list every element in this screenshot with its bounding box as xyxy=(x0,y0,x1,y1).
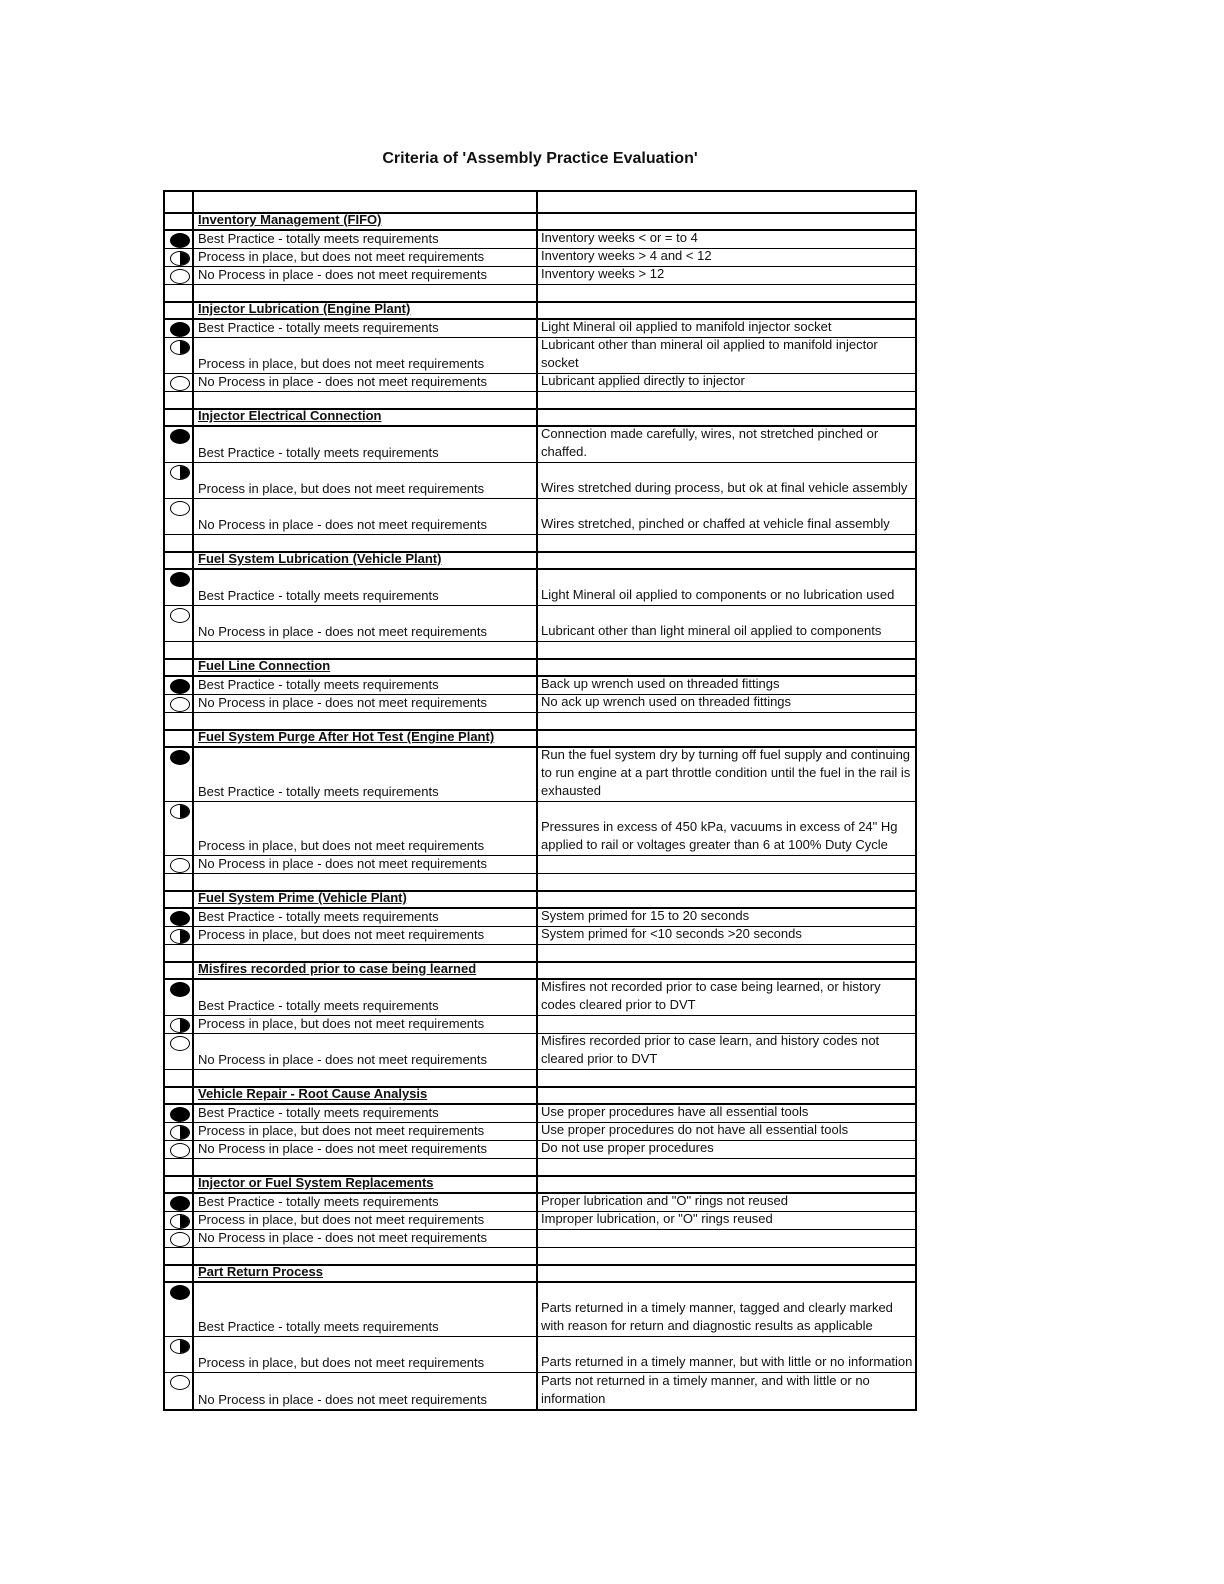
criteria-description: Improper lubrication, or "O" rings reused xyxy=(541,1211,773,1226)
section-header-row xyxy=(165,553,915,570)
rating-cell xyxy=(165,463,194,498)
rating-cell xyxy=(165,338,194,373)
description-cell xyxy=(538,1177,915,1192)
full-circle-icon xyxy=(170,1196,190,1211)
rating-cell xyxy=(165,1177,194,1192)
criteria-table xyxy=(163,190,917,1411)
rating-cell xyxy=(165,1248,194,1264)
criteria-row xyxy=(165,1141,915,1159)
level-label: Best Practice - totally meets requirements xyxy=(198,909,439,924)
empty-cell xyxy=(194,874,538,890)
description-cell xyxy=(538,374,915,391)
rating-cell xyxy=(165,392,194,408)
rating-cell xyxy=(165,713,194,729)
empty-cell xyxy=(194,192,538,212)
level-cell xyxy=(194,802,538,855)
empty-cell xyxy=(194,945,538,961)
rating-cell xyxy=(165,909,194,926)
level-label: No Process in place - does not meet requirements xyxy=(198,1392,488,1407)
section-title: Fuel System Purge After Hot Test (Engine Plant) xyxy=(198,729,495,744)
rating-cell xyxy=(165,892,194,907)
page-title: Criteria of 'Assembly Practice Evaluation' xyxy=(382,150,698,167)
criteria-description: Misfires recorded prior to case learn, and history codes not cleared prior to DVT xyxy=(541,1033,880,1066)
section-header-row xyxy=(165,214,915,231)
half-circle-icon xyxy=(170,1214,190,1229)
criteria-description: Misfires not recorded prior to case being learned, or history codes cleared prior to DVT xyxy=(541,979,881,1012)
criteria-row xyxy=(165,499,915,535)
description-cell xyxy=(538,909,915,926)
section-title-cell xyxy=(194,731,538,746)
criteria-row xyxy=(165,231,915,249)
level-cell xyxy=(194,980,538,1015)
half-circle-icon xyxy=(170,1125,190,1140)
empty-circle-icon xyxy=(170,269,190,284)
rating-cell xyxy=(165,731,194,746)
criteria-description: Parts not returned in a timely manner, and with little or no information xyxy=(541,1373,870,1406)
criteria-row xyxy=(165,1373,915,1409)
level-cell xyxy=(194,231,538,248)
rating-cell xyxy=(165,303,194,318)
rating-cell xyxy=(165,1016,194,1033)
description-cell xyxy=(538,231,915,248)
level-label: Best Practice - totally meets requirements xyxy=(198,231,439,246)
section-title-cell xyxy=(194,963,538,978)
criteria-description: Lubricant other than mineral oil applied to manifold injector socket xyxy=(541,337,878,370)
empty-cell xyxy=(538,642,915,658)
rating-cell xyxy=(165,642,194,658)
description-cell xyxy=(538,499,915,534)
level-cell xyxy=(194,1194,538,1211)
full-circle-icon xyxy=(170,322,190,337)
rating-cell xyxy=(165,1159,194,1175)
criteria-row xyxy=(165,1034,915,1070)
level-label: No Process in place - does not meet requirements xyxy=(198,695,488,710)
section-title: Injector Electrical Connection xyxy=(198,408,382,423)
full-circle-icon xyxy=(170,679,190,694)
criteria-description: Light Mineral oil applied to components or no lubrication used xyxy=(541,587,895,602)
description-cell xyxy=(538,731,915,746)
description-cell xyxy=(538,677,915,694)
section-title: Injector Lubrication (Engine Plant) xyxy=(198,301,411,316)
criteria-description: Light Mineral oil applied to manifold injector socket xyxy=(541,319,832,334)
empty-circle-icon xyxy=(170,1232,190,1247)
level-cell xyxy=(194,427,538,462)
criteria-row xyxy=(165,748,915,802)
level-label: Process in place, but does not meet requirements xyxy=(198,1016,485,1031)
criteria-row xyxy=(165,427,915,463)
rating-cell xyxy=(165,1266,194,1281)
rating-cell xyxy=(165,927,194,944)
description-cell xyxy=(538,410,915,425)
criteria-description: Inventory weeks > 12 xyxy=(541,266,665,281)
description-cell xyxy=(538,748,915,801)
criteria-description: Pressures in excess of 450 kPa, vacuums in excess of 24" Hg applied to rail or voltages greater than 6 at 100% Duty Cycle xyxy=(541,819,898,852)
rating-cell xyxy=(165,677,194,694)
level-cell xyxy=(194,677,538,694)
rating-cell xyxy=(165,285,194,301)
level-cell xyxy=(194,1016,538,1033)
level-label: Best Practice - totally meets requirements xyxy=(198,998,439,1013)
empty-cell xyxy=(194,535,538,551)
level-label: Best Practice - totally meets requirements xyxy=(198,1105,439,1120)
criteria-description: Inventory weeks < or = to 4 xyxy=(541,230,698,245)
empty-circle-icon xyxy=(170,1375,190,1390)
level-label: Process in place, but does not meet requirements xyxy=(198,1355,485,1370)
criteria-description: Do not use proper procedures xyxy=(541,1140,714,1155)
empty-cell xyxy=(538,1159,915,1175)
rating-cell xyxy=(165,980,194,1015)
level-label: No Process in place - does not meet requirements xyxy=(198,1230,488,1245)
level-cell xyxy=(194,338,538,373)
level-cell xyxy=(194,1283,538,1336)
rating-cell xyxy=(165,945,194,961)
half-circle-icon xyxy=(170,804,190,819)
full-circle-icon xyxy=(170,1107,190,1122)
description-cell xyxy=(538,1194,915,1211)
section-title: Part Return Process xyxy=(198,1264,323,1279)
criteria-description: Lubricant applied directly to injector xyxy=(541,373,745,388)
rating-cell xyxy=(165,499,194,534)
rating-cell xyxy=(165,606,194,641)
half-circle-icon xyxy=(170,929,190,944)
rating-cell xyxy=(165,1337,194,1372)
criteria-description: Use proper procedures have all essential tools xyxy=(541,1104,809,1119)
level-label: No Process in place - does not meet requirements xyxy=(198,1141,488,1156)
level-label: Process in place, but does not meet requirements xyxy=(198,481,485,496)
half-circle-icon xyxy=(170,465,190,480)
level-cell xyxy=(194,1373,538,1409)
criteria-description: Wires stretched during process, but ok at final vehicle assembly xyxy=(541,480,908,495)
half-circle-icon xyxy=(170,1018,190,1033)
empty-cell xyxy=(194,713,538,729)
rating-cell xyxy=(165,660,194,675)
empty-cell xyxy=(194,1159,538,1175)
rating-cell xyxy=(165,963,194,978)
section-title: Misfires recorded prior to case being learned xyxy=(198,961,477,976)
criteria-description: Use proper procedures do not have all essential tools xyxy=(541,1122,849,1137)
full-circle-icon xyxy=(170,982,190,997)
description-cell xyxy=(538,570,915,605)
level-label: No Process in place - does not meet requirements xyxy=(198,856,488,871)
criteria-row xyxy=(165,695,915,713)
empty-cell xyxy=(538,1070,915,1086)
description-cell xyxy=(538,463,915,498)
criteria-row xyxy=(165,1283,915,1337)
description-cell xyxy=(538,553,915,568)
section-title-cell xyxy=(194,1177,538,1192)
description-cell xyxy=(538,1016,915,1033)
full-circle-icon xyxy=(170,750,190,765)
criteria-row xyxy=(165,463,915,499)
level-label: Best Practice - totally meets requirements xyxy=(198,1319,439,1334)
level-cell xyxy=(194,499,538,534)
full-circle-icon xyxy=(170,233,190,248)
rating-cell xyxy=(165,192,194,212)
criteria-description: Run the fuel system dry by turning off fuel supply and continuing to run engine at a part throttle condition until the fuel in the rail is exhausted xyxy=(541,747,911,798)
full-circle-icon xyxy=(170,572,190,587)
rating-cell xyxy=(165,1088,194,1103)
level-cell xyxy=(194,320,538,337)
description-cell xyxy=(538,606,915,641)
section-title-cell xyxy=(194,303,538,318)
description-cell xyxy=(538,1088,915,1103)
level-label: Best Practice - totally meets requirements xyxy=(198,1194,439,1209)
level-label: Process in place, but does not meet requirements xyxy=(198,838,485,853)
section-title: Fuel System Prime (Vehicle Plant) xyxy=(198,890,407,905)
level-cell xyxy=(194,1141,538,1158)
empty-cell xyxy=(538,535,915,551)
description-cell xyxy=(538,249,915,266)
empty-cell xyxy=(538,945,915,961)
empty-circle-icon xyxy=(170,1143,190,1158)
level-cell xyxy=(194,1337,538,1372)
rating-cell xyxy=(165,802,194,855)
level-cell xyxy=(194,856,538,873)
rating-cell xyxy=(165,214,194,229)
rating-cell xyxy=(165,1373,194,1409)
empty-circle-icon xyxy=(170,1036,190,1051)
criteria-row xyxy=(165,338,915,374)
rating-cell xyxy=(165,1105,194,1122)
rating-cell xyxy=(165,570,194,605)
rating-cell xyxy=(165,374,194,391)
section-title-cell xyxy=(194,410,538,425)
empty-cell xyxy=(194,1070,538,1086)
rating-cell xyxy=(165,320,194,337)
rating-cell xyxy=(165,1070,194,1086)
empty-cell xyxy=(194,285,538,301)
criteria-row xyxy=(165,1194,915,1212)
level-cell xyxy=(194,1230,538,1247)
level-cell xyxy=(194,927,538,944)
rating-cell xyxy=(165,1230,194,1247)
level-label: Process in place, but does not meet requirements xyxy=(198,1123,485,1138)
rating-cell xyxy=(165,1212,194,1229)
rating-cell xyxy=(165,231,194,248)
empty-cell xyxy=(538,392,915,408)
level-cell xyxy=(194,1034,538,1069)
empty-circle-icon xyxy=(170,376,190,391)
criteria-row xyxy=(165,249,915,267)
rating-cell xyxy=(165,1194,194,1211)
empty-cell xyxy=(538,192,915,212)
empty-circle-icon xyxy=(170,697,190,712)
description-cell xyxy=(538,303,915,318)
section-title: Vehicle Repair - Root Cause Analysis xyxy=(198,1086,428,1101)
criteria-row xyxy=(165,677,915,695)
criteria-description: Parts returned in a timely manner, tagged and clearly marked with reason for return and diagnostic results as applicable xyxy=(541,1300,893,1333)
half-circle-icon xyxy=(170,340,190,355)
criteria-row xyxy=(165,802,915,856)
criteria-row xyxy=(165,1123,915,1141)
description-cell xyxy=(538,695,915,712)
section-header-row xyxy=(165,892,915,909)
section-title-cell xyxy=(194,1088,538,1103)
criteria-description: Wires stretched, pinched or chaffed at vehicle final assembly xyxy=(541,516,890,531)
level-cell xyxy=(194,374,538,391)
section-header-row xyxy=(165,660,915,677)
description-cell xyxy=(538,1337,915,1372)
full-circle-icon xyxy=(170,1285,190,1300)
section-title-cell xyxy=(194,1266,538,1281)
criteria-description: Proper lubrication and "O" rings not reused xyxy=(541,1193,788,1208)
description-cell xyxy=(538,856,915,873)
section-title: Fuel System Lubrication (Vehicle Plant) xyxy=(198,551,442,566)
description-cell xyxy=(538,427,915,462)
description-cell xyxy=(538,1212,915,1229)
rating-cell xyxy=(165,427,194,462)
level-label: Process in place, but does not meet requirements xyxy=(198,249,485,264)
level-cell xyxy=(194,1105,538,1122)
level-cell xyxy=(194,909,538,926)
empty-cell xyxy=(194,1248,538,1264)
section-header-row xyxy=(165,1266,915,1283)
criteria-row xyxy=(165,927,915,945)
criteria-row xyxy=(165,909,915,927)
description-cell xyxy=(538,1034,915,1069)
description-cell xyxy=(538,1266,915,1281)
level-label: No Process in place - does not meet requirements xyxy=(198,1052,488,1067)
description-cell xyxy=(538,1141,915,1158)
section-title: Fuel Line Connection xyxy=(198,658,331,673)
description-cell xyxy=(538,267,915,284)
criteria-description: Back up wrench used on threaded fittings xyxy=(541,676,780,691)
criteria-row xyxy=(165,1337,915,1373)
rating-cell xyxy=(165,410,194,425)
rating-cell xyxy=(165,856,194,873)
description-cell xyxy=(538,963,915,978)
section-title: Inventory Management (FIFO) xyxy=(198,212,382,227)
level-label: Best Practice - totally meets requirements xyxy=(198,445,439,460)
criteria-description: Connection made carefully, wires, not stretched pinched or chaffed. xyxy=(541,426,879,459)
full-circle-icon xyxy=(170,911,190,926)
rating-cell xyxy=(165,1123,194,1140)
description-cell xyxy=(538,980,915,1015)
empty-cell xyxy=(194,642,538,658)
level-label: Process in place, but does not meet requirements xyxy=(198,356,485,371)
description-cell xyxy=(538,1373,915,1409)
rating-cell xyxy=(165,249,194,266)
criteria-row xyxy=(165,1212,915,1230)
rating-cell xyxy=(165,1283,194,1336)
empty-circle-icon xyxy=(170,608,190,623)
criteria-description: Lubricant other than light mineral oil applied to components xyxy=(541,623,882,638)
level-cell xyxy=(194,695,538,712)
section-title-cell xyxy=(194,660,538,675)
level-cell xyxy=(194,463,538,498)
level-label: No Process in place - does not meet requirements xyxy=(198,374,488,389)
rating-cell xyxy=(165,1141,194,1158)
rating-cell xyxy=(165,267,194,284)
criteria-description: System primed for 15 to 20 seconds xyxy=(541,908,750,923)
rating-cell xyxy=(165,1034,194,1069)
description-cell xyxy=(538,927,915,944)
empty-circle-icon xyxy=(170,858,190,873)
section-title-cell xyxy=(194,892,538,907)
criteria-row xyxy=(165,980,915,1016)
empty-cell xyxy=(538,713,915,729)
criteria-description: System primed for <10 seconds >20 seconds xyxy=(541,926,802,941)
criteria-description: Inventory weeks > 4 and < 12 xyxy=(541,248,712,263)
criteria-row xyxy=(165,856,915,874)
description-cell xyxy=(538,1105,915,1122)
level-label: No Process in place - does not meet requirements xyxy=(198,517,488,532)
level-label: No Process in place - does not meet requirements xyxy=(198,624,488,639)
level-label: Process in place, but does not meet requirements xyxy=(198,927,485,942)
description-cell xyxy=(538,892,915,907)
description-cell xyxy=(538,338,915,373)
criteria-row xyxy=(165,1230,915,1248)
empty-cell xyxy=(538,1248,915,1264)
description-cell xyxy=(538,1283,915,1336)
rating-cell xyxy=(165,748,194,801)
level-cell xyxy=(194,1123,538,1140)
rating-cell xyxy=(165,695,194,712)
level-label: Best Practice - totally meets requirements xyxy=(198,320,439,335)
level-cell xyxy=(194,249,538,266)
level-label: Best Practice - totally meets requirements xyxy=(198,677,439,692)
section-title-cell xyxy=(194,214,538,229)
empty-circle-icon xyxy=(170,501,190,516)
empty-cell xyxy=(538,285,915,301)
level-cell xyxy=(194,748,538,801)
half-circle-icon xyxy=(170,251,190,266)
criteria-row xyxy=(165,570,915,606)
section-header-row xyxy=(165,1177,915,1194)
criteria-row xyxy=(165,374,915,392)
description-cell xyxy=(538,214,915,229)
section-title-cell xyxy=(194,553,538,568)
level-label: Best Practice - totally meets requirements xyxy=(198,784,439,799)
description-cell xyxy=(538,660,915,675)
rating-cell xyxy=(165,535,194,551)
level-label: Process in place, but does not meet requirements xyxy=(198,1212,485,1227)
level-cell xyxy=(194,570,538,605)
description-cell xyxy=(538,320,915,337)
rating-cell xyxy=(165,553,194,568)
section-title: Injector or Fuel System Replacements xyxy=(198,1175,434,1190)
criteria-row xyxy=(165,267,915,285)
level-cell xyxy=(194,606,538,641)
criteria-description: No ack up wrench used on threaded fittings xyxy=(541,694,792,709)
half-circle-icon xyxy=(170,1339,190,1354)
criteria-row xyxy=(165,606,915,642)
level-cell xyxy=(194,267,538,284)
empty-cell xyxy=(538,874,915,890)
description-cell xyxy=(538,1123,915,1140)
empty-cell xyxy=(194,392,538,408)
criteria-description: Parts returned in a timely manner, but with little or no information xyxy=(541,1354,913,1369)
full-circle-icon xyxy=(170,429,190,444)
rating-cell xyxy=(165,874,194,890)
level-cell xyxy=(194,1212,538,1229)
level-label: Best Practice - totally meets requirements xyxy=(198,588,439,603)
description-cell xyxy=(538,1230,915,1247)
description-cell xyxy=(538,802,915,855)
level-label: No Process in place - does not meet requirements xyxy=(198,267,488,282)
